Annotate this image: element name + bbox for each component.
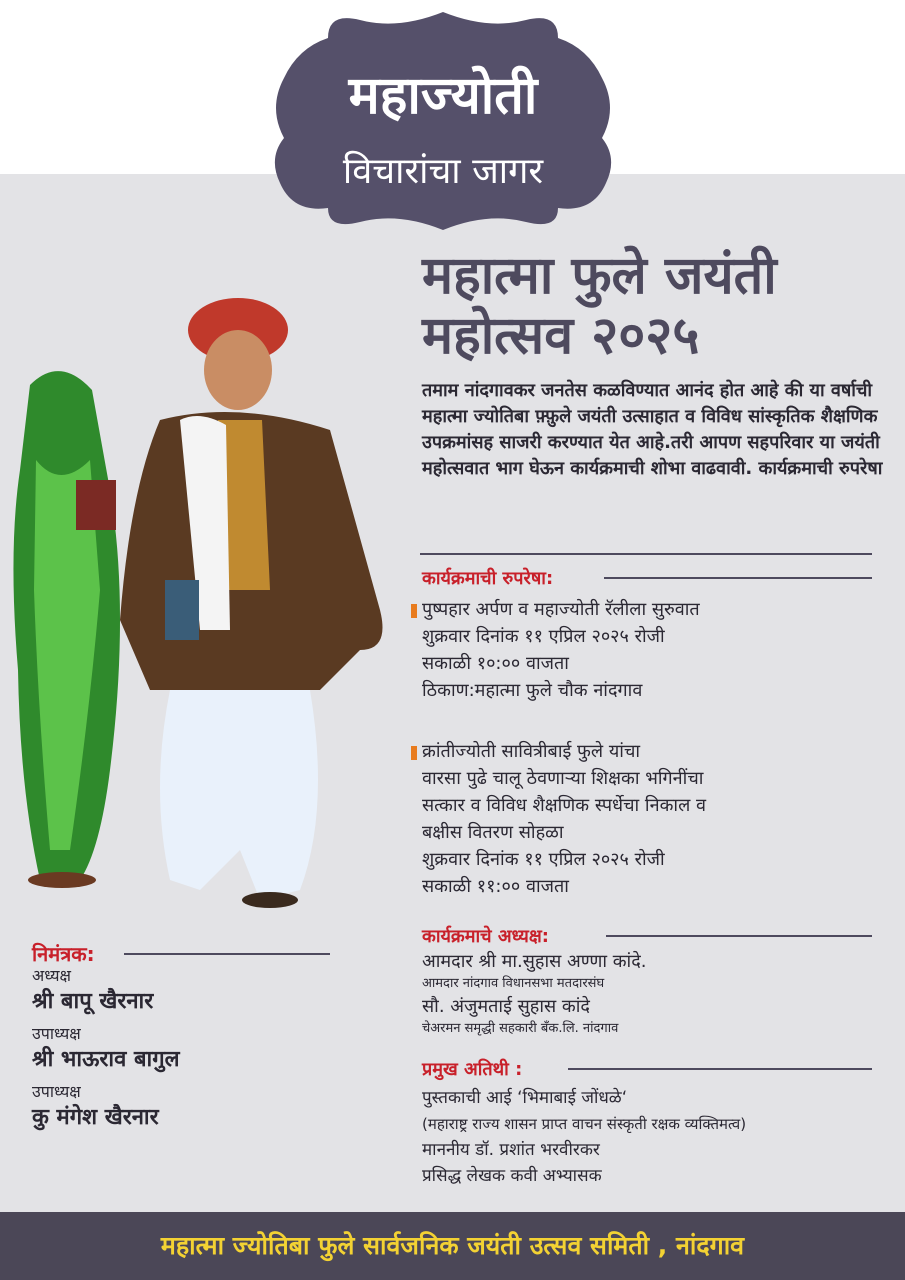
inviter-role: अध्यक्ष [32,966,71,985]
guests-heading: प्रमुख अतिथी : [422,1059,523,1080]
chair-name: सौ. अंजुमताई सुहास कांदे [422,996,590,1017]
event-line: वारसा पुढे चालू ठेवणाऱ्या शिक्षका भगिनींचा [422,768,704,789]
event-line: ठिकाण:महात्मा फुले चौक नांदगाव [422,680,643,701]
chair-title: आमदार नांदगाव विधानसभा मतदारसंघ [422,976,605,991]
event-line: पुष्पहार अर्पण व महाज्योती रॅलीला सुरुवात [422,599,700,620]
event-line: क्रांतीज्योती सावित्रीबाई फुले यांचा [422,741,641,762]
chair-heading: कार्यक्रमाचे अध्यक्ष: [422,926,549,947]
inviters-heading: निमंत्रक: [32,942,95,966]
event-line: शुक्रवार दिनांक ११ एप्रिल २०२५ रोजी [422,626,665,647]
footer-text: महात्मा ज्योतिबा फुले सार्वजनिक जयंती उत्सव समिती , नांदगाव [160,1231,745,1260]
divider [606,935,872,937]
inviter-role: उपाध्यक्ष [32,1024,81,1043]
inviter-name: श्री बापू खैरनार [32,989,154,1014]
divider [604,577,872,579]
title-line-1: महात्मा फुले जयंती [422,246,777,306]
logo-title: महाज्योती [348,65,538,126]
chair-list [422,950,892,1040]
program-heading: कार्यक्रमाची रुपरेषा: [422,568,554,589]
chair-title: चेअरमन समृद्धी सहकारी बँक.लि. नांदगाव [422,1021,619,1036]
logo-subtitle: विचारांचा जागर [342,151,544,192]
inviter-role: उपाध्यक्ष [32,1082,81,1101]
page-title [422,246,892,366]
woman-figure-illustration [13,371,120,888]
inviter-list [32,965,362,1139]
guest-line: पुस्तकाची आई ‘भिमाबाई जोंधळे‘ [422,1088,628,1108]
man-figure-illustration [120,298,383,908]
event-line: सकाळी १०:०० वाजता [422,653,569,674]
divider [124,953,330,955]
guest-line: (महाराष्ट्र राज्य शासन प्राप्त वाचन संस्कृती रक्षक व्यक्तिमत्व) [422,1115,747,1133]
event-line: सकाळी ११:०० वाजता [422,876,569,897]
portrait-illustration [0,290,410,920]
guest-list [422,1085,892,1189]
guest-line: माननीय डॉ. प्रशांत भरवीरकर [422,1140,600,1160]
guest-line: प्रसिद्ध लेखक कवी अभ्यासक [422,1166,602,1186]
title-line-2: महोत्सव २०२५ [422,306,700,366]
event-line: शुक्रवार दिनांक ११ एप्रिल २०२५ रोजी [422,849,665,870]
inviter-name: कु मंगेश खैरनार [32,1105,159,1130]
logo-plaque [268,8,618,230]
divider [420,553,872,555]
chair-name: आमदार श्री मा.सुहास अण्णा कांदे. [422,951,647,972]
intro-paragraph: तमाम नांदगावकर जनतेस कळविण्यात आनंद होत आहे की या वर्षाची महात्मा ज्योतिबा फ़्फ़ुले जयंती उत्साहात व विविध सांस्कृतिक शैक्षणिक उपक्रमांसह साजरी करण्यात येत आहे.तरी आपण सहपरिवार या जयंती महोत्सवात भाग घेऊन कार्यक्रमाची शोभा वाढवावी. कार्यक्रमाची रुपरेषा [422,380,883,479]
divider [568,1068,872,1070]
bullet-marker [411,746,417,760]
event-1 [422,596,882,704]
footer-bar [0,1212,905,1280]
event-2 [422,738,882,900]
inviter-name: श्री भाऊराव बागुल [32,1047,180,1072]
event-line: बक्षीस वितरण सोहळा [422,822,564,843]
event-line: सत्कार व विविध शैक्षणिक स्पर्धेचा निकाल व [422,795,707,816]
bullet-marker [411,604,417,618]
